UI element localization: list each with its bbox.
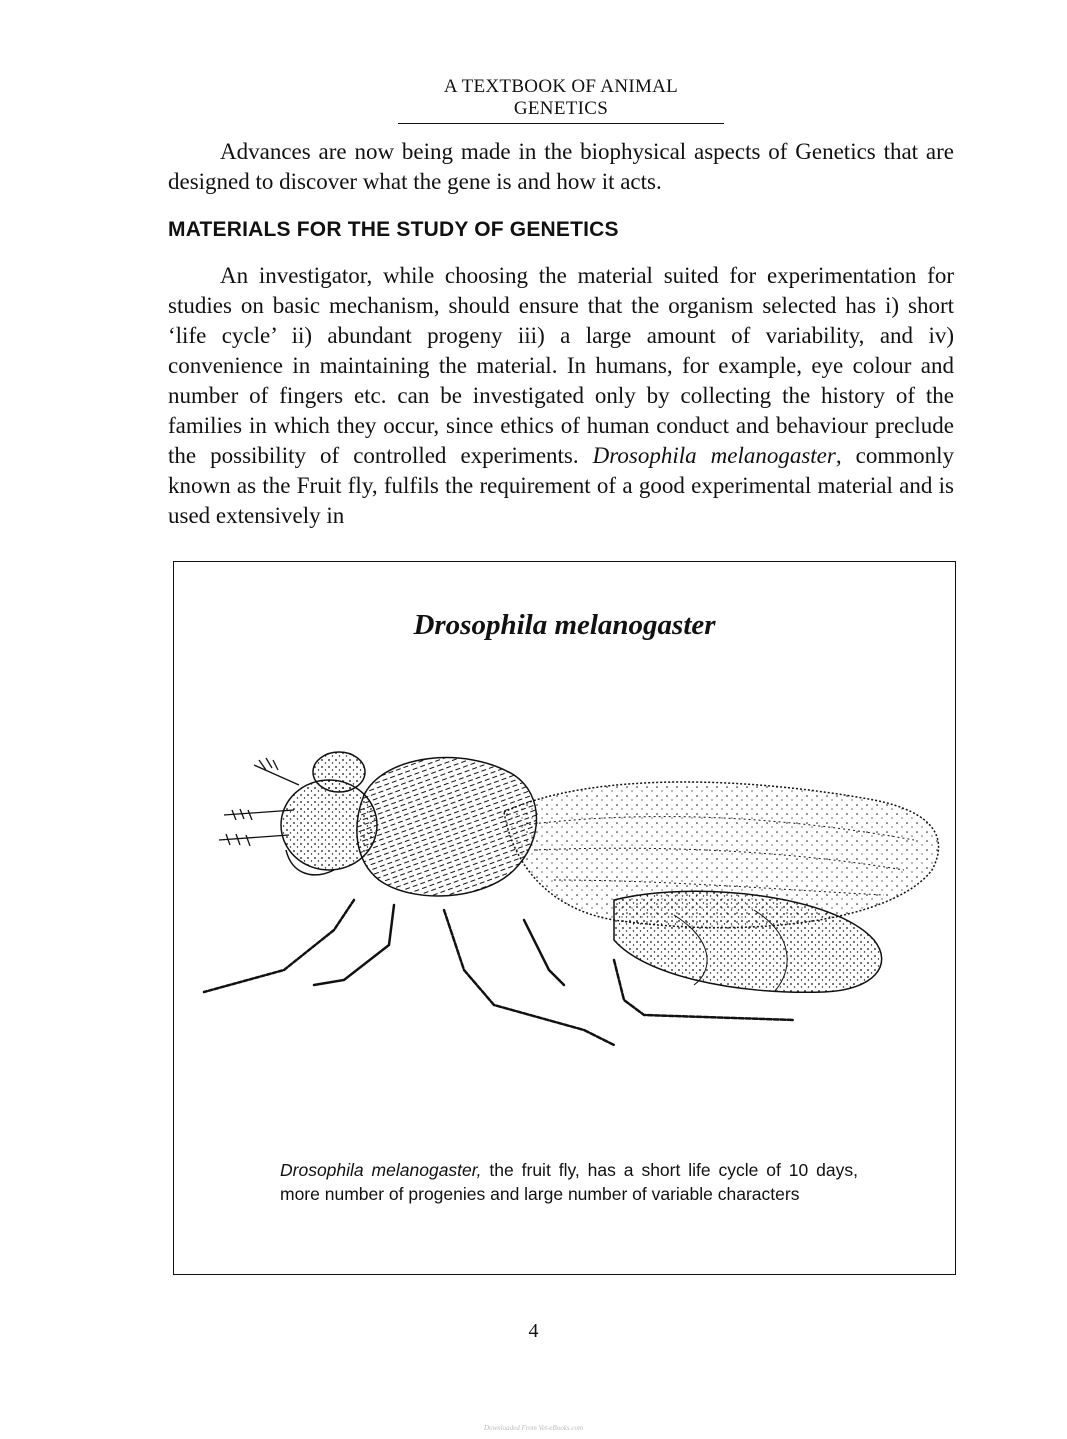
fly-thorax xyxy=(357,758,537,896)
figure-box xyxy=(173,561,956,1275)
section-heading: MATERIALS FOR THE STUDY OF GENETICS xyxy=(168,218,619,241)
download-watermark: Downloaded From Vet-eBooks.com xyxy=(483,1424,584,1432)
page-number: 4 xyxy=(528,1320,539,1342)
fly-head xyxy=(281,752,377,875)
running-header: A TEXTBOOK OF ANIMAL GENETICS xyxy=(398,76,724,124)
intro-paragraph-text: Advances are now being made in the biophysical aspects of Genetics that are designed to discover what the gene is and how it acts. xyxy=(168,139,954,194)
caption-text: the fruit fly, has a short life cycle of 10 days, more number of progenies and large number of variable characters xyxy=(280,1160,858,1204)
materials-paragraph-end: , commonly known as the Fruit fly, fulfils the requirement of a good experimental material and is used extensively in xyxy=(168,443,954,528)
caption-species-italic: Drosophila melanogaster, xyxy=(280,1160,482,1180)
materials-paragraph xyxy=(168,261,954,531)
fruit-fly-illustration xyxy=(194,730,954,1080)
intro-paragraph xyxy=(168,137,954,197)
materials-paragraph-start: An investigator, while choosing the material suited for experimentation for studies on basic mechanism, should ensure that the organism selected has i) short ‘life cycle’ ii) abundant progeny iii) a large amount of variability, and iv) convenience in maintaining the material. In humans, for example, eye colour and number of fingers etc. can be investigated only by collecting the history of the families in which they occur, since ethics of human conduct and behaviour preclude the possibility of controlled experiments. xyxy=(168,263,954,468)
figure-caption xyxy=(280,1158,858,1206)
figure-title: Drosophila melanogaster xyxy=(413,609,716,641)
species-name-italic: Drosophila melanogaster xyxy=(592,443,836,468)
